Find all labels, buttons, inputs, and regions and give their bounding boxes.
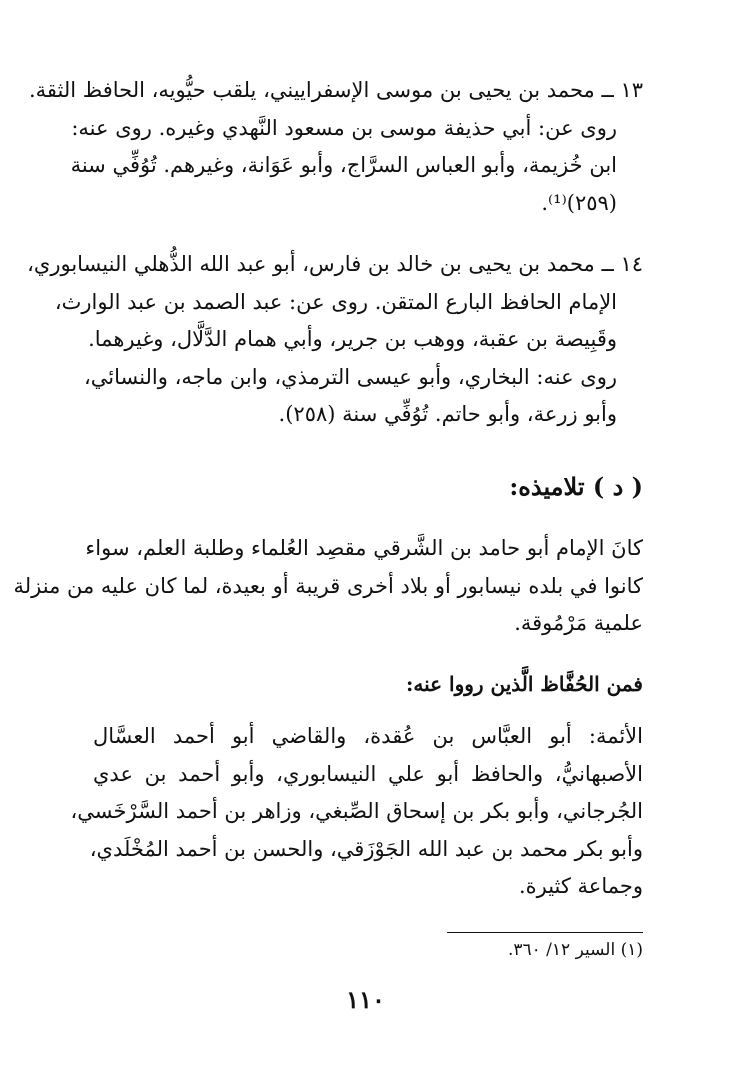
entry-13-line-1: ١٣ ــ محمد بن يحيى بن موسى الإسفراييني، يلقب حيُّويه، الحافظ الثقة. (29, 78, 643, 102)
imams-line-3: الجُرجاني، وأبو بكر بن إسحاق الصِّبغي، وزاهر بن أحمد السَّرْخَسي، (70, 799, 643, 823)
entry-14-line-4: روى عنه: البخاري، وأبو عيسى الترمذي، وابن ماجه، والنسائي، (83, 364, 617, 389)
footnote: (١) السير ١٢/ ٣٦٠. (507, 940, 643, 960)
imams-line-1: الأئمة: أبو العبَّاس بن عُقدة، والقاضي أبو أحمد العسَّال (93, 724, 643, 748)
section-title: ( د ) تلاميذه: (509, 472, 643, 501)
entry-13-line-3: ابن خُزيمة، وأبو العباس السرَّاج، وأبو عَوَانة، وغيرهم. تُوُفِّي سنة (70, 153, 617, 177)
biography-entry-14 (27, 246, 643, 434)
imams-line-5: وجماعة كثيرة. (518, 874, 643, 898)
paragraph-line-1: كانَ الإمام أبو حامد بن الشَّرقي مقصِد العُلماء وطلبة العلم، سواء (85, 536, 643, 560)
biography-entry-13 (29, 72, 643, 222)
entry-13-line-2: روى عن: أبي حذيفة موسى بن مسعود النَّهدي وغيره. روى عنه: (71, 115, 617, 140)
paragraph-line-3: علمية مَرْمُوقة. (514, 611, 643, 635)
page-number: ١١٠ (346, 985, 385, 1014)
entry-14-line-1: ١٤ ــ محمد بن يحيى بن خالد بن فارس، أبو عبد الله الذُّهلي النيسابوري، (27, 252, 643, 276)
entry-14-line-2: الإمام الحافظ البارع المتقن. روى عن: عبد الصمد بن عبد الوارث، (54, 289, 617, 314)
entry-14-line-3: وقَبِيصة بن عقبة، ووهب بن جرير، وأبي همام الدَّلَّال، وغيرهما. (88, 327, 617, 351)
entry-13-line-4: (٢٥٩)⁽¹⁾. (541, 190, 617, 215)
sub-heading: فمن الحُفَّاظ الَّذين رووا عنه: (405, 672, 643, 696)
imams-line-2: الأصبهانيُّ، والحافظ أبو علي النيسابوري، وأبو أحمد بن عدي (93, 761, 643, 786)
entry-14-line-5: وأبو زرعة، وأبو حاتم. تُوُفِّي سنة (٢٥٨). (278, 402, 617, 426)
footnote-divider (447, 932, 643, 933)
paragraph-line-2: كانوا في بلده نيسابور أو بلاد أخرى قريبة أو بعيدة، لما كان عليه من منزلة (13, 573, 643, 598)
imams-paragraph (70, 718, 643, 906)
imams-line-4: وأبو بكر محمد بن عبد الله الجَوْزَقي، والحسن بن أحمد المُخْلَدي، (89, 836, 643, 861)
students-paragraph (13, 530, 643, 643)
